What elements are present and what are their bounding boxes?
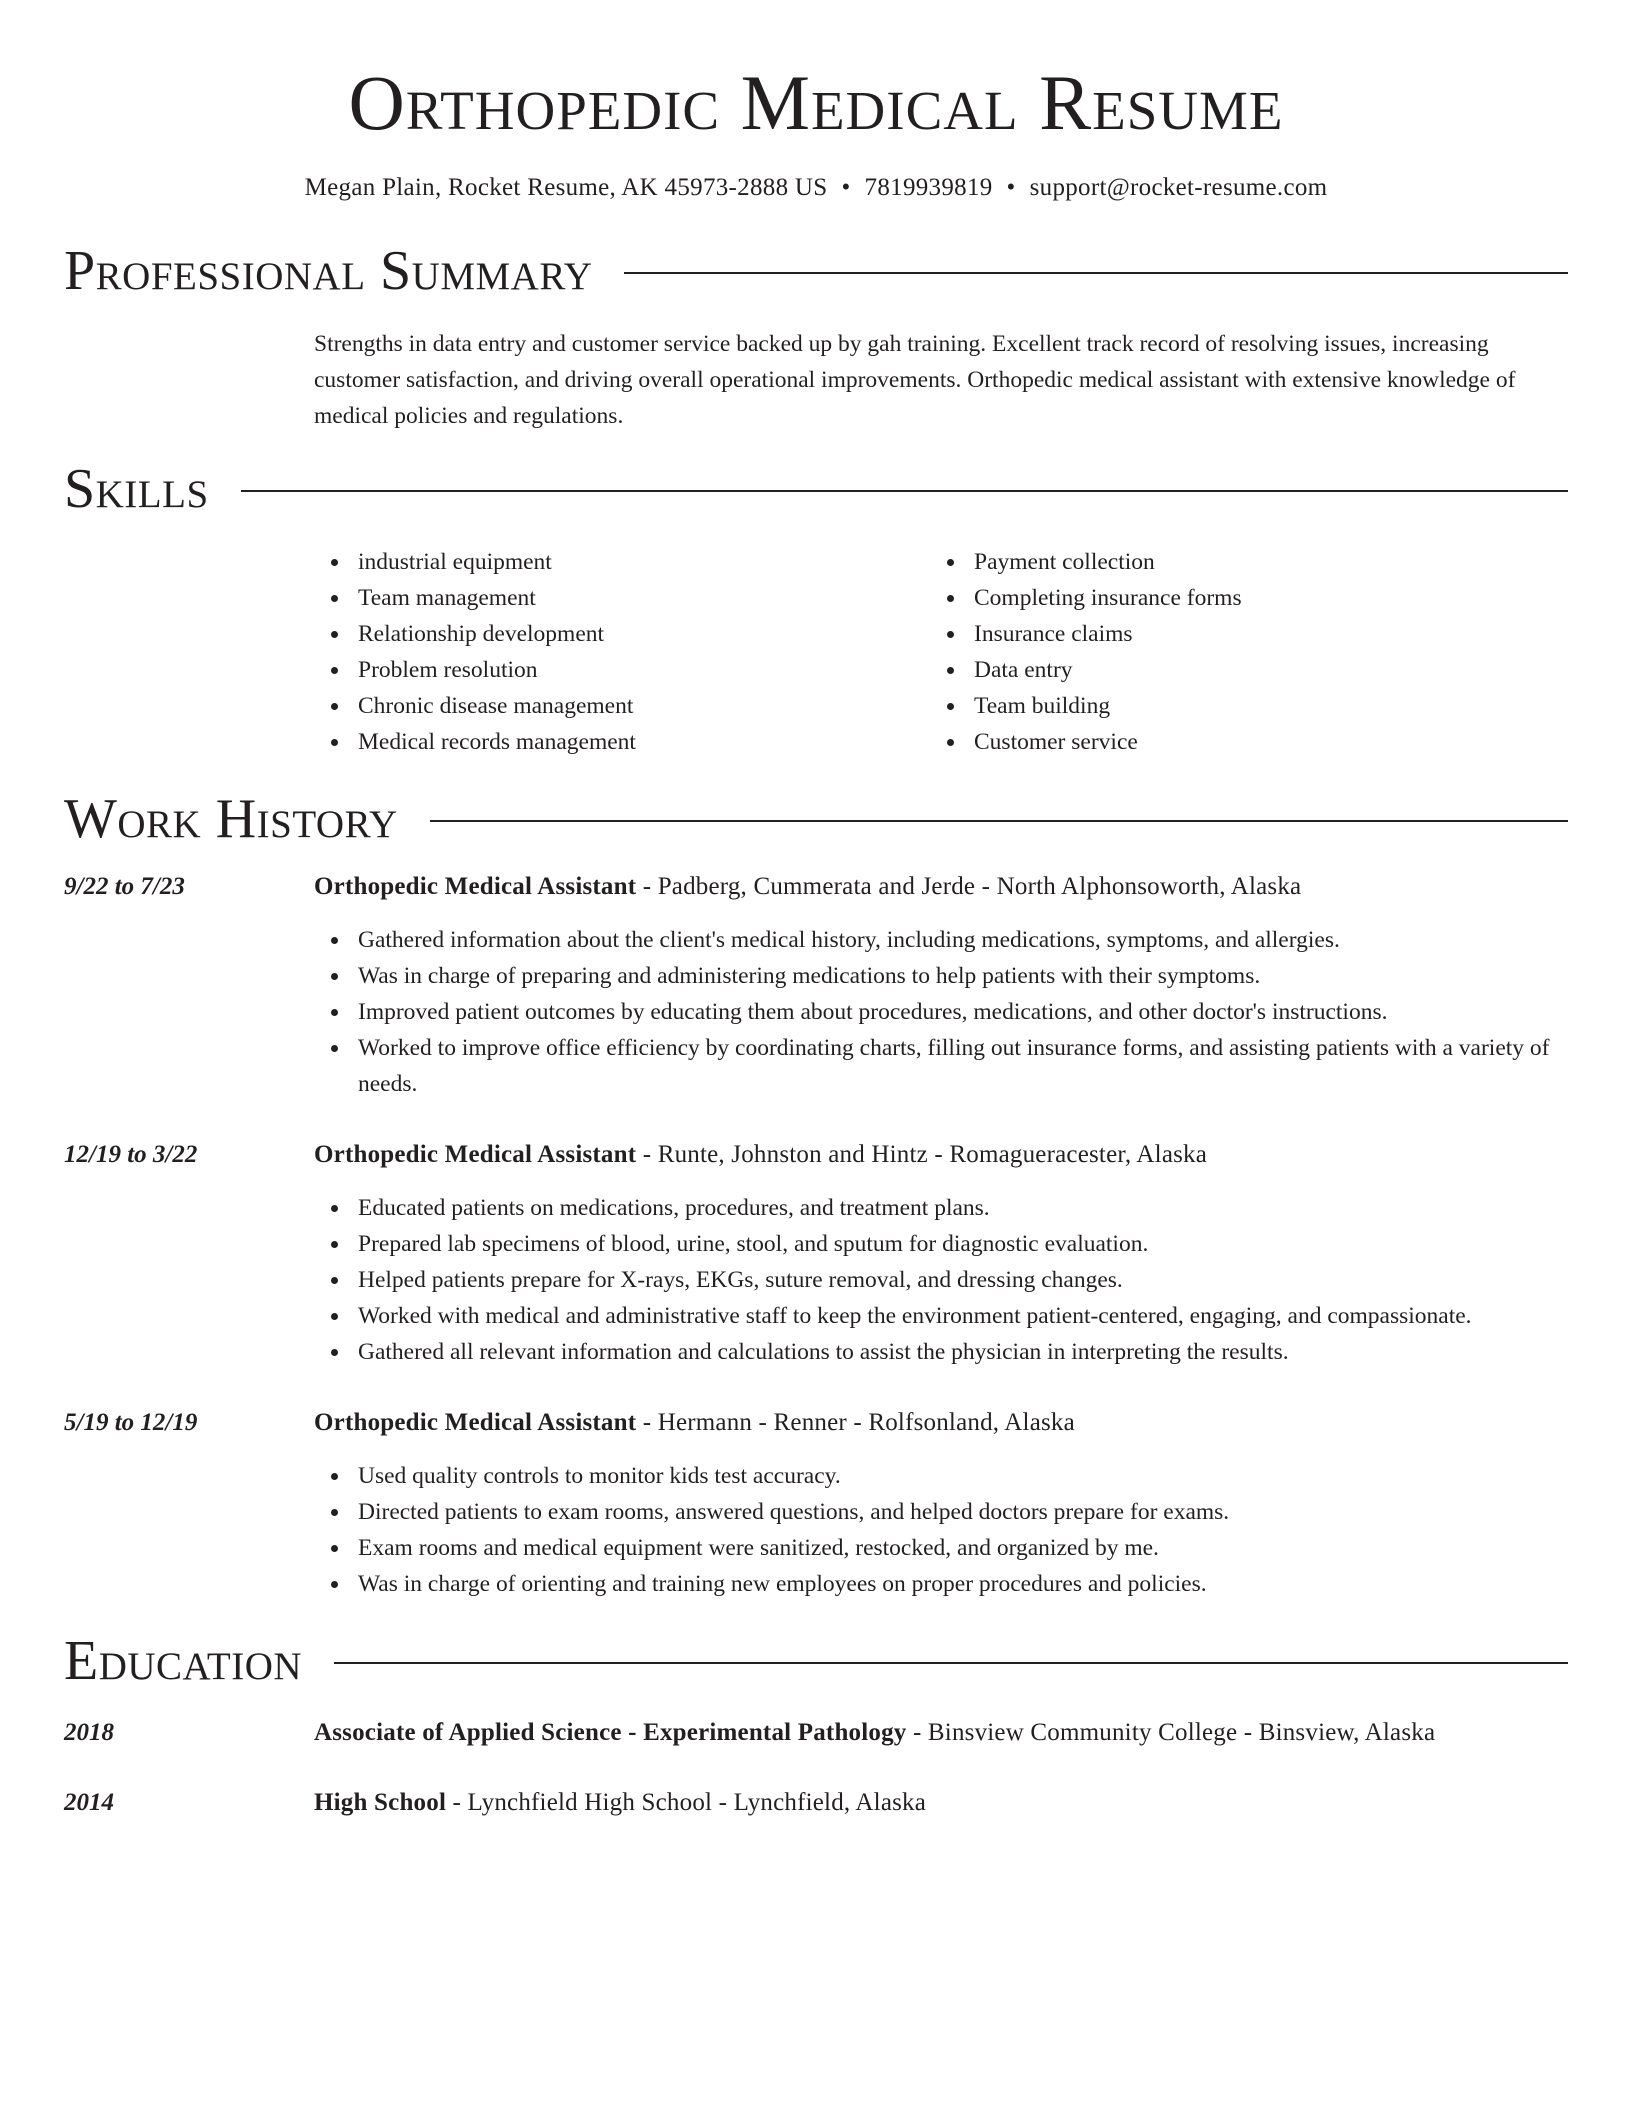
- skill-item: Chronic disease management: [358, 688, 930, 724]
- job-bullet: Helped patients prepare for X-rays, EKGs, suture removal, and dressing changes.: [358, 1262, 1568, 1298]
- skill-item: Team management: [358, 580, 930, 616]
- job-bullets: [314, 922, 1568, 1102]
- education-year: 2014: [64, 1789, 114, 1816]
- skills-column-left: [314, 544, 930, 760]
- education-heading: Education: [64, 1630, 303, 1692]
- contact-separator: •: [1006, 174, 1016, 201]
- job-entry: [64, 1138, 1568, 1370]
- education-details: - Binsview Community College - Binsview, Alaska: [906, 1719, 1436, 1746]
- job-bullet: Exam rooms and medical equipment were sanitized, restocked, and organized by me.: [358, 1530, 1568, 1566]
- skill-item: Relationship development: [358, 616, 930, 652]
- work-heading: Work History: [64, 788, 398, 850]
- job-bullet: Directed patients to exam rooms, answered questions, and helped doctors prepare for exams.: [358, 1494, 1568, 1530]
- skills-section-header: [64, 456, 1568, 522]
- job-bullets: [314, 1190, 1568, 1370]
- job-info: [314, 870, 1568, 904]
- contact-separator: •: [841, 174, 851, 201]
- education-entry: [64, 1716, 1568, 1750]
- education-entry: [64, 1786, 1568, 1820]
- skills-list: [314, 544, 1568, 760]
- education-details: - Lynchfield High School - Lynchfield, Alaska: [446, 1789, 927, 1816]
- job-info: [314, 1406, 1568, 1440]
- skills-column-right: [930, 544, 1546, 760]
- skill-item: Payment collection: [974, 544, 1546, 580]
- job-header: [64, 870, 1568, 904]
- job-header: [64, 1138, 1568, 1172]
- skill-item: Customer service: [974, 724, 1546, 760]
- skills-heading: Skills: [64, 458, 209, 520]
- job-bullet: Used quality controls to monitor kids test accuracy.: [358, 1458, 1568, 1494]
- job-bullet: Improved patient outcomes by educating them about procedures, medications, and other doctor's instructions.: [358, 994, 1568, 1030]
- education-list: [64, 1716, 1568, 1820]
- job-bullet: Was in charge of preparing and administering medications to help patients with their symptoms.: [358, 958, 1568, 994]
- skill-item: industrial equipment: [358, 544, 930, 580]
- job-info: [314, 1138, 1568, 1172]
- job-header: [64, 1406, 1568, 1440]
- education-section-header: [64, 1628, 1568, 1694]
- education-info: [314, 1786, 1568, 1820]
- education-degree: High School: [314, 1789, 447, 1816]
- work-history-list: [64, 870, 1568, 1602]
- skill-item: Insurance claims: [974, 616, 1546, 652]
- job-bullet: Educated patients on medications, procedures, and treatment plans.: [358, 1190, 1568, 1226]
- job-entry: [64, 870, 1568, 1102]
- section-divider: [430, 820, 1568, 822]
- job-bullet: Worked to improve office efficiency by coordinating charts, filling out insurance forms, and assisting patients with a variety of needs.: [358, 1030, 1568, 1102]
- section-divider: [624, 272, 1568, 274]
- skill-item: Team building: [974, 688, 1546, 724]
- skill-item: Medical records management: [358, 724, 930, 760]
- contact-email[interactable]: support@rocket-resume.com: [1029, 174, 1328, 201]
- contact-line: [64, 172, 1568, 204]
- job-title: Orthopedic Medical Assistant: [314, 1141, 637, 1168]
- job-bullet: Was in charge of orienting and training new employees on proper procedures and policies.: [358, 1566, 1568, 1602]
- education-year: 2018: [64, 1719, 114, 1746]
- resume-title: Orthopedic Medical Resume: [348, 59, 1284, 146]
- job-bullet: Prepared lab specimens of blood, urine, stool, and sputum for diagnostic evaluation.: [358, 1226, 1568, 1262]
- job-title: Orthopedic Medical Assistant: [314, 1409, 637, 1436]
- education-degree: Associate of Applied Science - Experimental Pathology: [314, 1719, 907, 1746]
- job-title: Orthopedic Medical Assistant: [314, 873, 637, 900]
- job-entry: [64, 1406, 1568, 1602]
- job-bullet: Gathered all relevant information and calculations to assist the physician in interpreting the results.: [358, 1334, 1568, 1370]
- job-bullet: Gathered information about the client's medical history, including medications, symptoms, and allergies.: [358, 922, 1568, 958]
- work-section-header: [64, 786, 1568, 852]
- skill-item: Data entry: [974, 652, 1546, 688]
- job-dates: 9/22 to 7/23: [64, 873, 185, 900]
- section-divider: [241, 490, 1568, 492]
- job-details: - Runte, Johnston and Hintz - Romagueracester, Alaska: [636, 1141, 1208, 1168]
- job-details: - Padberg, Cummerata and Jerde - North Alphonsoworth, Alaska: [636, 873, 1302, 900]
- job-bullets: [314, 1458, 1568, 1602]
- contact-phone: 7819939819: [864, 174, 993, 201]
- job-details: - Hermann - Renner - Rolfsonland, Alaska: [636, 1409, 1075, 1436]
- summary-heading: Professional Summary: [64, 240, 593, 302]
- job-bullet: Worked with medical and administrative staff to keep the environment patient-centered, engaging, and compassionate.: [358, 1298, 1568, 1334]
- section-divider: [334, 1662, 1568, 1664]
- skill-item: Problem resolution: [358, 652, 930, 688]
- summary-text: Strengths in data entry and customer service backed up by gah training. Excellent track record of resolving issues, increasing customer satisfaction, and driving overall operational improvements. Orthopedic medical assistant with extensive knowledge of medical policies and regulations.: [314, 331, 1516, 429]
- job-dates: 5/19 to 12/19: [64, 1409, 198, 1436]
- education-info: [314, 1716, 1568, 1750]
- contact-address: Megan Plain, Rocket Resume, AK 45973-2888 US: [304, 174, 828, 201]
- job-dates: 12/19 to 3/22: [64, 1141, 198, 1168]
- skill-item: Completing insurance forms: [974, 580, 1546, 616]
- summary-section-header: [64, 238, 1568, 304]
